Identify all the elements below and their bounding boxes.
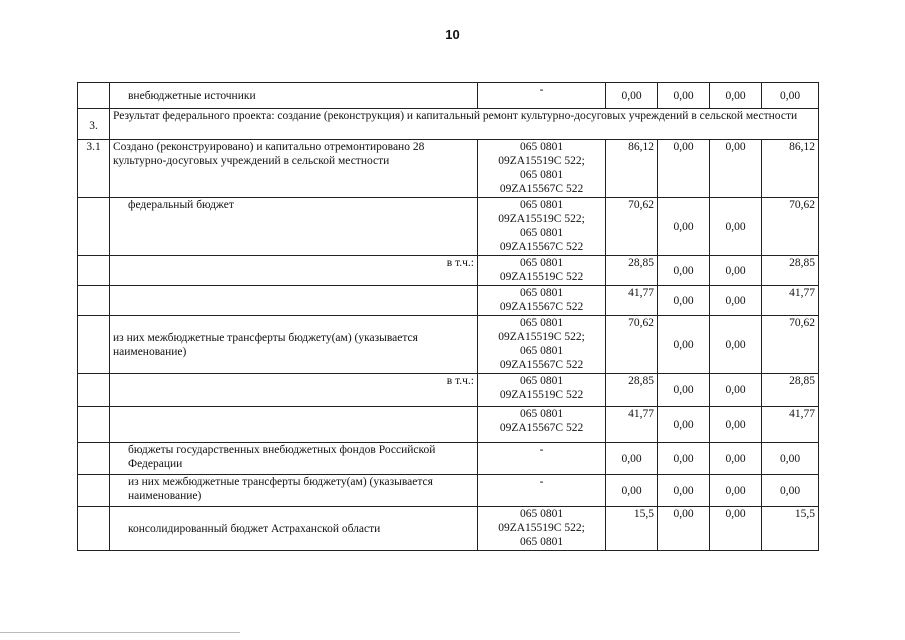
row-name: в т.ч.:	[110, 374, 478, 407]
row-value-2: 0,00	[658, 256, 710, 286]
row-code: 065 0801 09ZA15519C 522; 065 0801 09ZA15567C 522	[478, 140, 606, 198]
row-name: из них межбюджетные трансферты бюджету(ам) (указывается наименование)	[110, 475, 478, 507]
row-value-3: 0,00	[710, 443, 762, 475]
row-value-2: 0,00	[658, 140, 710, 198]
row-value-4: 41,77	[762, 286, 819, 316]
row-value-4: 70,62	[762, 198, 819, 256]
table-row	[78, 443, 819, 475]
row-code: -	[478, 443, 606, 475]
row-value-3: 0,00	[710, 140, 762, 198]
table-row	[78, 140, 819, 198]
row-value-2: 0,00	[658, 507, 710, 551]
row-value-4: 28,85	[762, 256, 819, 286]
row-value-1: 28,85	[606, 256, 658, 286]
row-code: 065 0801 09ZA15567C 522	[478, 286, 606, 316]
section-title: Результат федерального проекта: создание (реконструкция) и капитальный ремонт культурно-досуговых учреждений в сельской местности	[110, 109, 819, 140]
row-value-2: 0,00	[658, 443, 710, 475]
row-value-4: 86,12	[762, 140, 819, 198]
scan-edge-line	[0, 632, 240, 633]
row-value-2: 0,00	[658, 286, 710, 316]
row-value-4: 0,00	[762, 475, 819, 507]
row-value-4: 15,5	[762, 507, 819, 551]
row-code: 065 0801 09ZA15519C 522; 065 0801	[478, 507, 606, 551]
row-code: -	[478, 475, 606, 507]
row-code: 065 0801 09ZA15519C 522; 065 0801 09ZA15567C 522	[478, 316, 606, 374]
row-value-2: 0,00	[658, 198, 710, 256]
row-value-1: 86,12	[606, 140, 658, 198]
table-row	[78, 507, 819, 551]
row-code: 065 0801 09ZA15567C 522	[478, 407, 606, 443]
row-number: 3.	[78, 109, 110, 140]
row-code: 065 0801 09ZA15519C 522	[478, 374, 606, 407]
table-row	[78, 83, 819, 109]
row-value-3: 0,00	[710, 507, 762, 551]
page-number: 10	[445, 27, 460, 42]
row-value-1: 28,85	[606, 374, 658, 407]
row-value-4: 0,00	[762, 83, 819, 109]
row-value-4: 70,62	[762, 316, 819, 374]
row-name: в т.ч.:	[110, 256, 478, 286]
row-name: консолидированный бюджет Астраханской области	[110, 507, 478, 551]
table-row	[78, 198, 819, 256]
row-value-4: 0,00	[762, 443, 819, 475]
row-value-4: 28,85	[762, 374, 819, 407]
row-value-2: 0,00	[658, 407, 710, 443]
budget-table	[77, 82, 819, 551]
row-value-1: 70,62	[606, 316, 658, 374]
row-value-1: 41,77	[606, 407, 658, 443]
row-value-1: 0,00	[606, 475, 658, 507]
table-row	[78, 407, 819, 443]
row-value-1: 15,5	[606, 507, 658, 551]
row-value-3: 0,00	[710, 198, 762, 256]
row-code: 065 0801 09ZA15519C 522	[478, 256, 606, 286]
row-value-2: 0,00	[658, 83, 710, 109]
table-row	[78, 374, 819, 407]
table-row	[78, 256, 819, 286]
row-number	[78, 83, 110, 109]
row-value-3: 0,00	[710, 316, 762, 374]
row-value-1: 0,00	[606, 83, 658, 109]
row-code: -	[478, 83, 606, 109]
row-value-1: 70,62	[606, 198, 658, 256]
row-value-2: 0,00	[658, 316, 710, 374]
table-row	[78, 286, 819, 316]
row-name: Создано (реконструировано) и капитально отремонтировано 28 культурно-досуговых учреждений в сельской местности	[110, 140, 478, 198]
row-value-1: 41,77	[606, 286, 658, 316]
row-name: бюджеты государственных внебюджетных фондов Российской Федерации	[110, 443, 478, 475]
row-value-3: 0,00	[710, 475, 762, 507]
row-value-3: 0,00	[710, 407, 762, 443]
row-value-4: 41,77	[762, 407, 819, 443]
row-value-3: 0,00	[710, 83, 762, 109]
row-value-3: 0,00	[710, 256, 762, 286]
row-name: внебюджетные источники	[110, 83, 478, 109]
row-value-3: 0,00	[710, 374, 762, 407]
table-row	[78, 316, 819, 374]
row-name: из них межбюджетные трансферты бюджету(ам) (указывается наименование)	[110, 316, 478, 374]
table-row	[78, 109, 819, 140]
row-code: 065 0801 09ZA15519C 522; 065 0801 09ZA15567C 522	[478, 198, 606, 256]
row-name: федеральный бюджет	[110, 198, 478, 256]
row-number: 3.1	[78, 140, 110, 198]
row-value-3: 0,00	[710, 286, 762, 316]
row-value-2: 0,00	[658, 374, 710, 407]
row-value-2: 0,00	[658, 475, 710, 507]
row-value-1: 0,00	[606, 443, 658, 475]
table-row	[78, 475, 819, 507]
